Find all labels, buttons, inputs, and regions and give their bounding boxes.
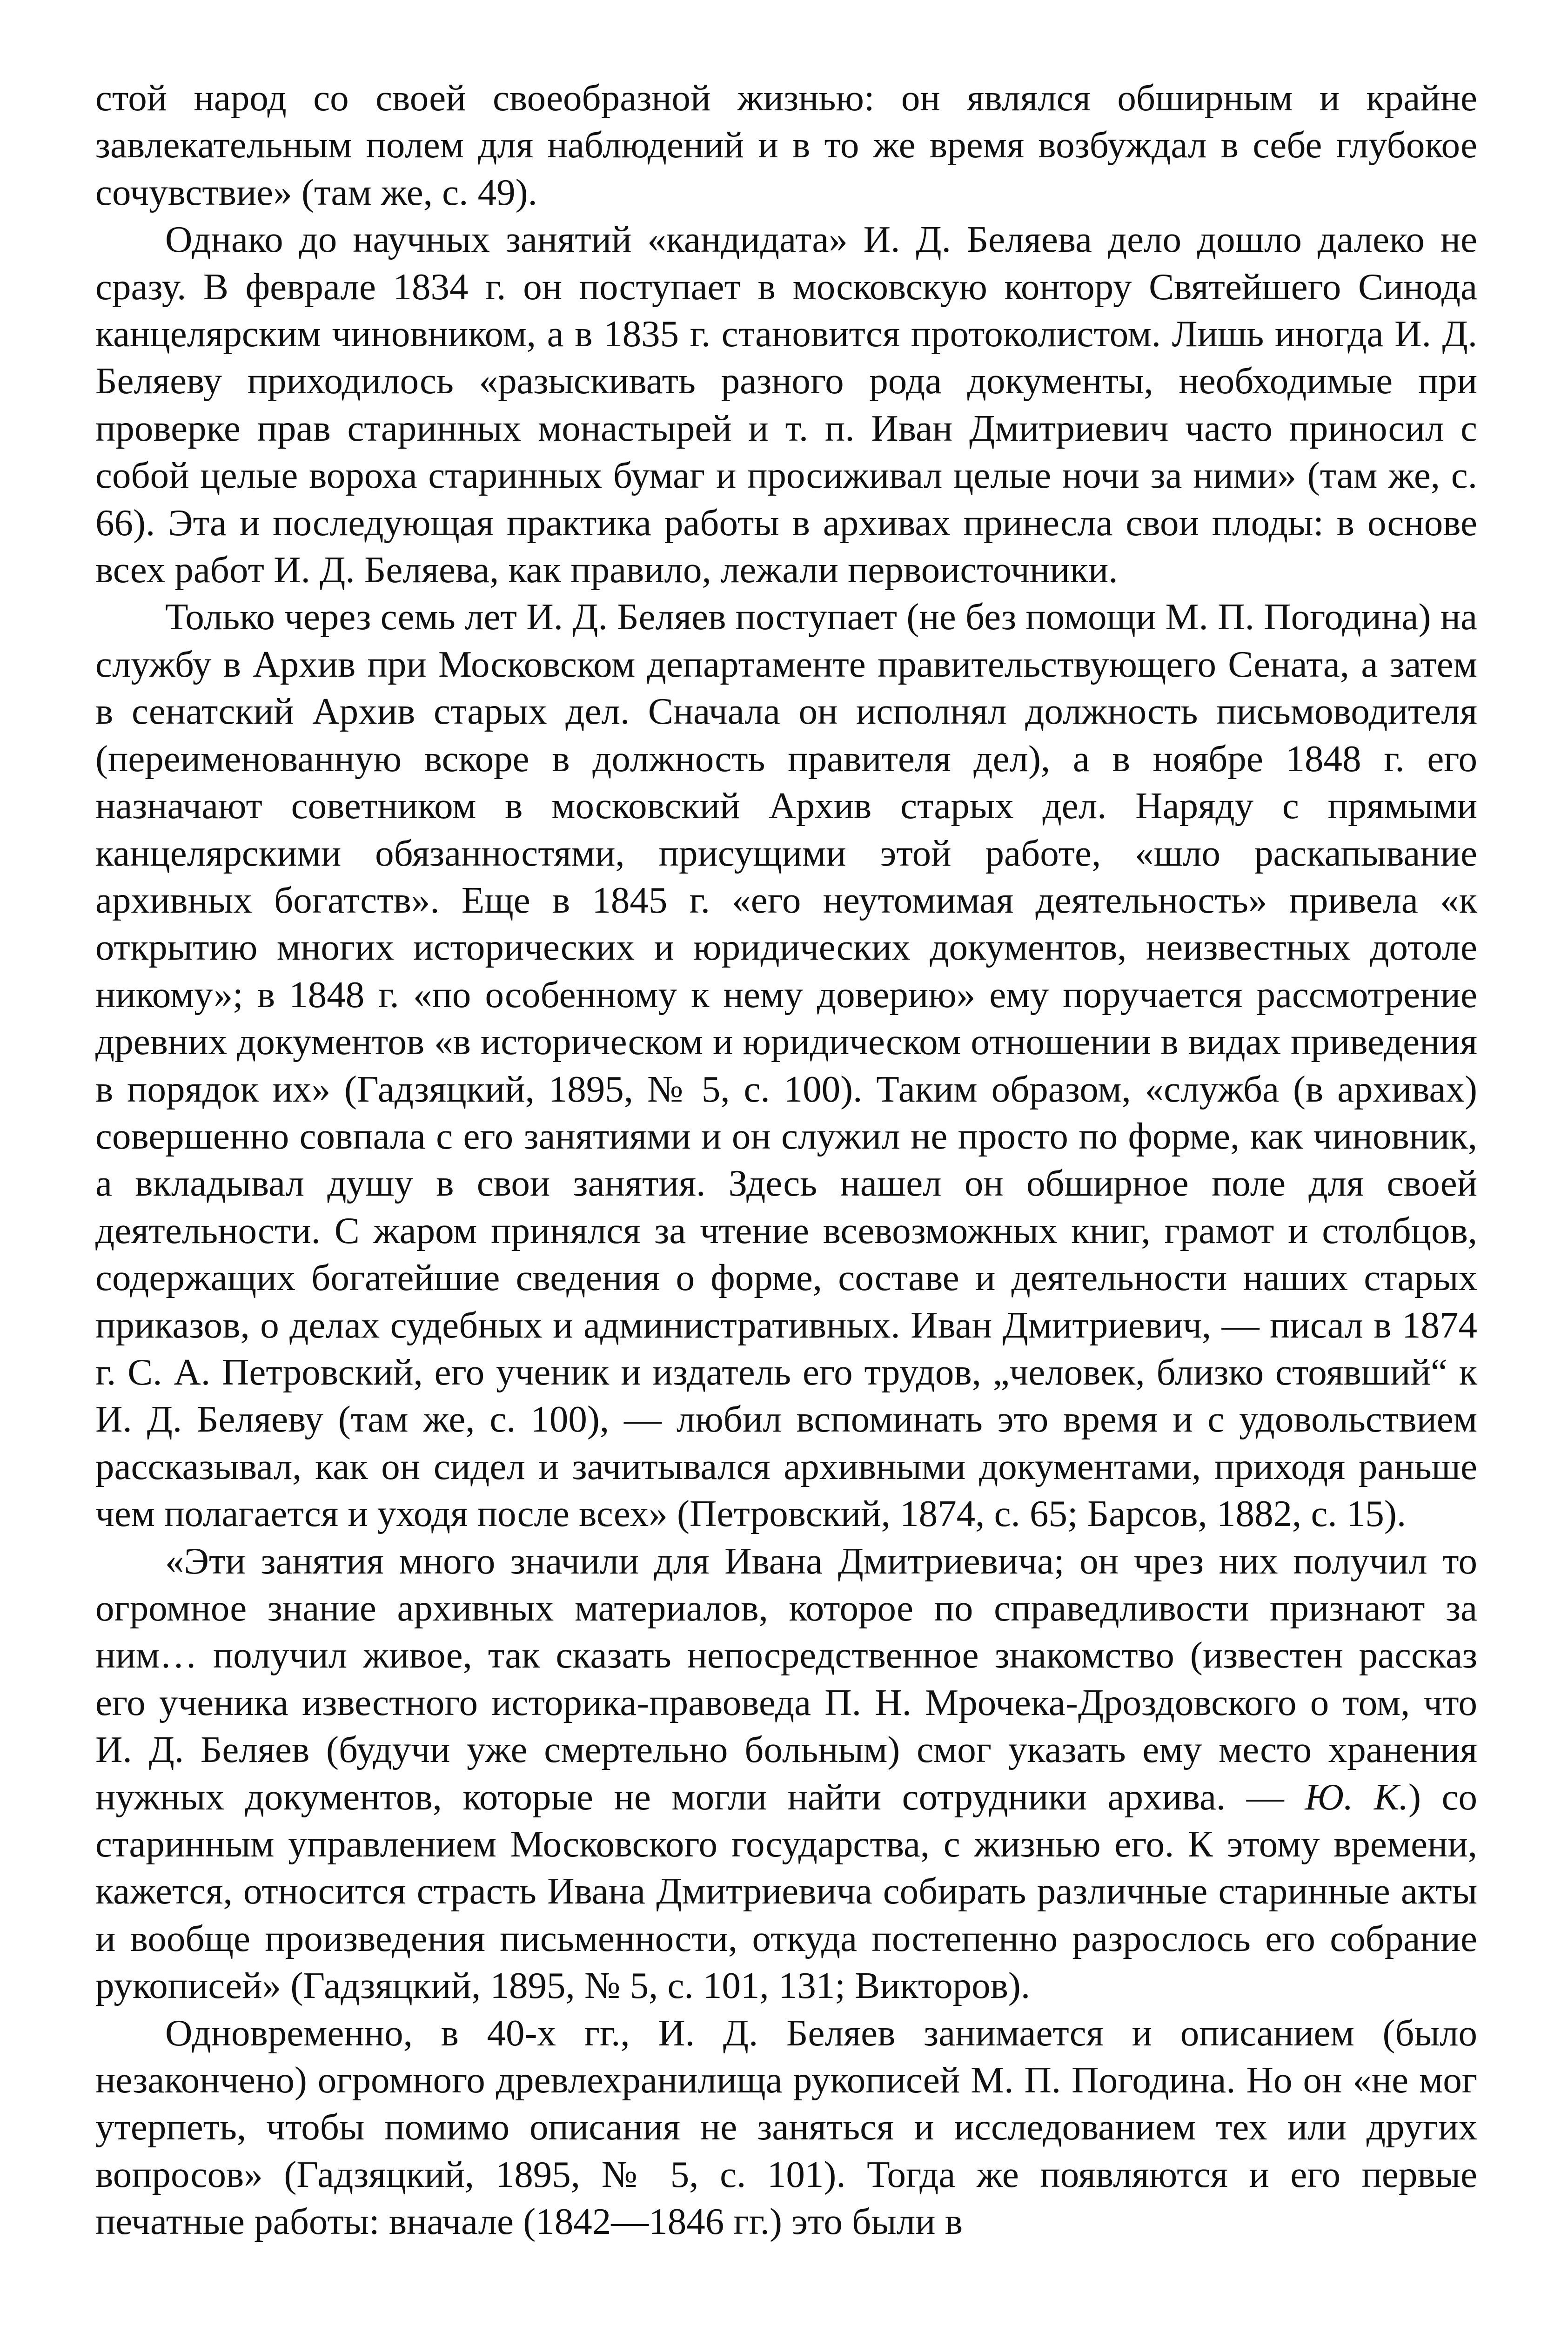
page-body: [95, 74, 1477, 2246]
paragraph-4-author-initials: Ю. К.: [1305, 1776, 1408, 1818]
paragraph-2: Однако до научных занятий «кандидата» И. Д. Беляева дело дошло далеко не сразу. В феврале 1834 г. он поступает в московскую контору Святейшего Синода канцелярским чиновником, а в 1835 г. становится протоколистом. Лишь иногда И. Д. Беляеву приходилось «разыскивать разного рода документы, необходимые при проверке прав старинных монастырей и т. п. Иван Дмитриевич часто приносил с собой целые вороха старинных бумаг и просиживал целые ночи за ними» (там же, с. 66). Эта и последующая практика работы в архивах принесла свои плоды: в основе всех работ И. Д. Беляева, как правило, лежали первоисточники.: [95, 218, 1477, 591]
paragraph-4-text-before: «Эти занятия много значили для Ивана Дмитриевича; он чрез них получил то огромное знание архивных материалов, которое по справедливости признают за ним… получил живое, так сказать непосредственное знакомство (известен рассказ его ученика известного историка-правоведа П. Н. Мрочека-Дроздовского о том, что И. Д. Беляев (будучи уже смертельно больным) смог указать ему место хранения нужных документов, которые не могли найти сотрудники архива. —: [95, 1540, 1477, 1818]
paragraph-5: Одновременно, в 40-х гг., И. Д. Беляев занимается и описанием (было незакончено) огромного древлехранилища рукописей М. П. Погодина. Но он «не мог утерпеть, чтобы помимо описания не заняться и исследованием тех или других вопросов» (Гадзяцкий, 1895, № 5, с. 101). Тогда же появляются и его первые печатные работы: вначале (1842—1846 гг.) это были в: [95, 2011, 1477, 2243]
paragraph-3: Только через семь лет И. Д. Беляев поступает (не без помощи М. П. Погодина) на службу в Архив при Московском департаменте правительствующего Сената, а затем в сенатский Архив старых дел. Сначала он исполнял должность письмоводителя (переименованную вскоре в должность правителя дел), а в ноябре 1848 г. его назначают советником в московский Архив старых дел. Наряду с прямыми канцелярскими обязанностями, присущими этой работе, «шло раскапывание архивных богатств». Еще в 1845 г. «его неутомимая деятельность» привела «к открытию многих исторических и юридических документов, неизвестных дотоле никому»; в 1848 г. «по особенному к нему доверию» ему поручается рассмотрение древних документов «в историческом и юридическом отношении в видах приведения в порядок их» (Гадзяцкий, 1895, № 5, с. 100). Таким образом, «служба (в архивах) совершенно совпала с его занятиями и он служил не просто по форме, как чиновник, а вкладывал душу в свои занятия. Здесь нашел он обширное поле для своей деятельности. С жаром принялся за чтение всевозможных книг, грамот и столбцов, содержащих богатейшие сведения о форме, составе и деятельности наших старых приказов, о делах судебных и административных. Иван Дмитриевич, — писал в 1874 г. С. А. Петровский, его ученик и издатель его трудов, „человек, близко стоявший“ к И. Д. Беляеву (там же, с. 100), — любил вспоминать это время и с удовольствием рассказывал, как он сидел и зачитывался архивными документами, приходя раньше чем полагается и уходя после всех» (Петровский, 1874, с. 65; Барсов, 1882, с. 15).: [95, 596, 1477, 1535]
paragraph-4-text-after: ) со старинным управлением Московского государства, с жизнью его. К этому времени, кажется, относится страсть Ивана Дмитриевича собирать различные старинные акты и вообще произведения письменности, откуда постепенно разрослось его собрание рукописей» (Гадзяцкий, 1895, № 5, с. 101, 131; Викторов).: [95, 1776, 1477, 2007]
paragraph-4: [95, 1538, 1477, 2010]
paragraph-1: стой народ со своей своеобразной жизнью: он являлся обширным и крайне завлекательным полем для наблюдений и в то же время возбуждал в себе глубокое сочувствие» (там же, с. 49).: [95, 77, 1477, 213]
